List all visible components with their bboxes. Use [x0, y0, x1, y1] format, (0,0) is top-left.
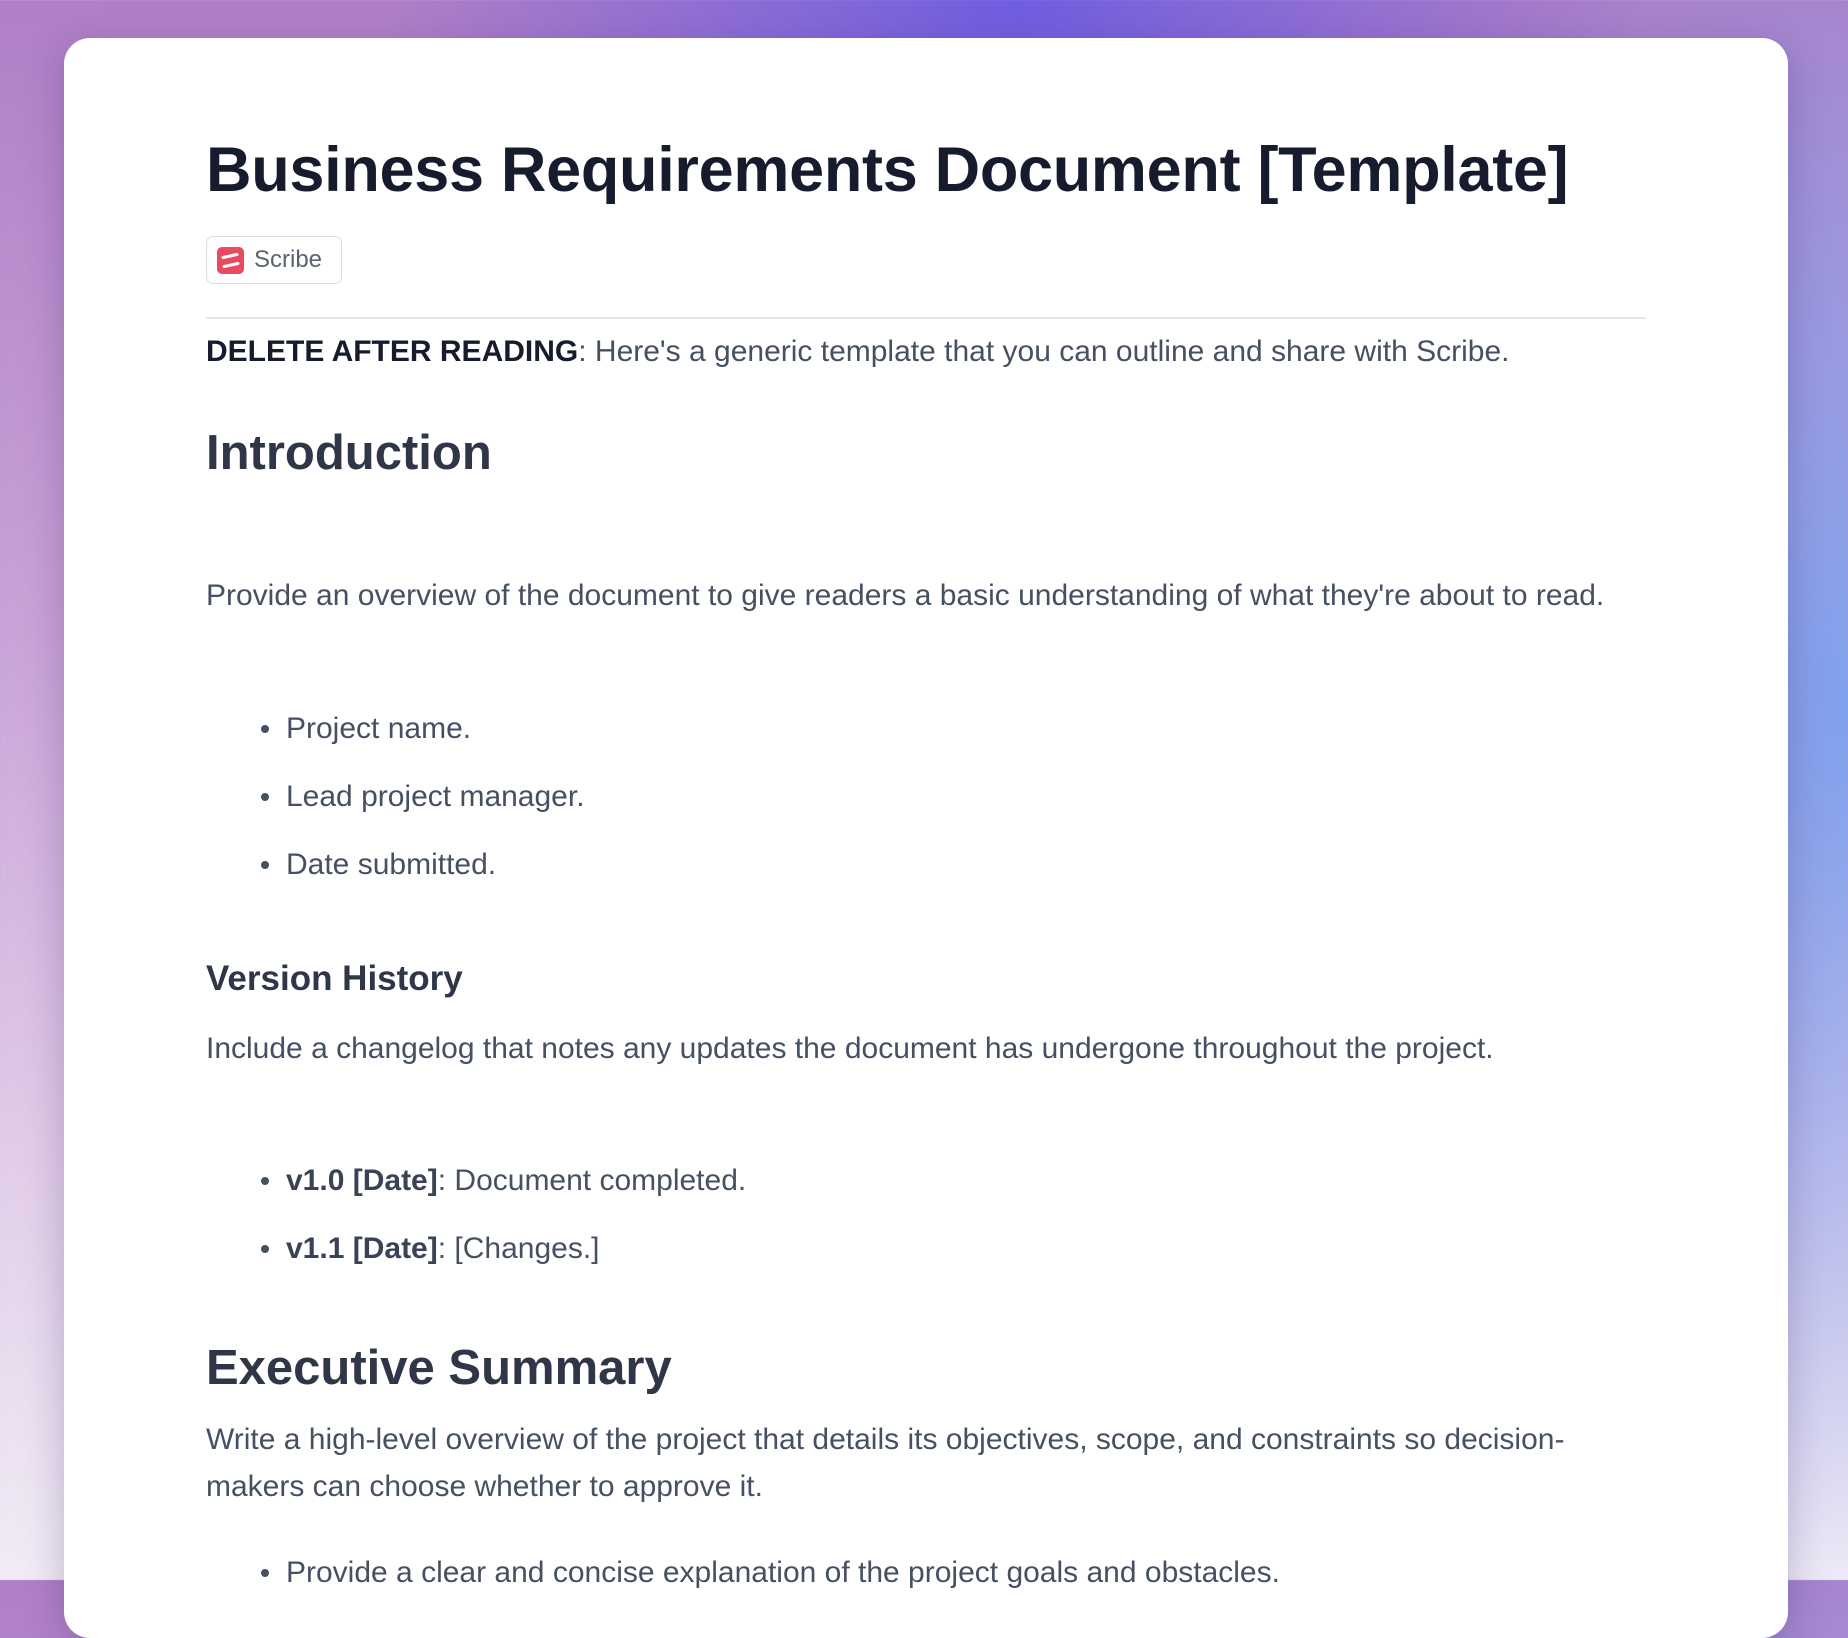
version-history-heading: Version History [206, 959, 463, 998]
delete-notice [206, 328, 1646, 375]
version-text: : Document completed. [437, 1164, 747, 1197]
delete-notice-text: : Here's a generic template that you can outline and share with Scribe. [578, 335, 1510, 368]
list-item: Date submitted. [206, 841, 585, 909]
scribe-badge-label: Scribe [254, 246, 323, 273]
list-item [206, 1157, 746, 1225]
version-label: v1.1 [Date] [286, 1232, 438, 1265]
list-item [206, 1225, 746, 1293]
delete-notice-label: DELETE AFTER READING [206, 335, 579, 368]
list-item: Project name. [206, 705, 585, 773]
title-divider [206, 317, 1646, 319]
version-text: : [Changes.] [437, 1232, 600, 1265]
introduction-body: Provide an overview of the document to give readers a basic understanding of what they're about to read. [206, 579, 1605, 612]
scribe-badge[interactable] [206, 236, 342, 284]
executive-summary-heading: Executive Summary [206, 1341, 672, 1395]
introduction-list [206, 705, 585, 909]
executive-summary-body: Write a high-level overview of the project that details its objectives, scope, and constraints so decision-makers can choose whether to approve it. [206, 1423, 1565, 1503]
version-history-list [206, 1157, 746, 1293]
document-card [64, 38, 1788, 1638]
list-item: Lead project manager. [206, 773, 585, 841]
list-item: Provide a clear and concise explanation of the project goals and obstacles. [206, 1549, 1280, 1617]
document-title: Business Requirements Document [Template] [206, 135, 1569, 205]
introduction-heading: Introduction [206, 426, 492, 480]
version-history-body: Include a changelog that notes any updates the document has undergone throughout the project. [206, 1032, 1494, 1065]
version-label: v1.0 [Date] [286, 1164, 438, 1197]
scribe-logo-icon [217, 247, 244, 274]
executive-summary-list [206, 1549, 1280, 1617]
